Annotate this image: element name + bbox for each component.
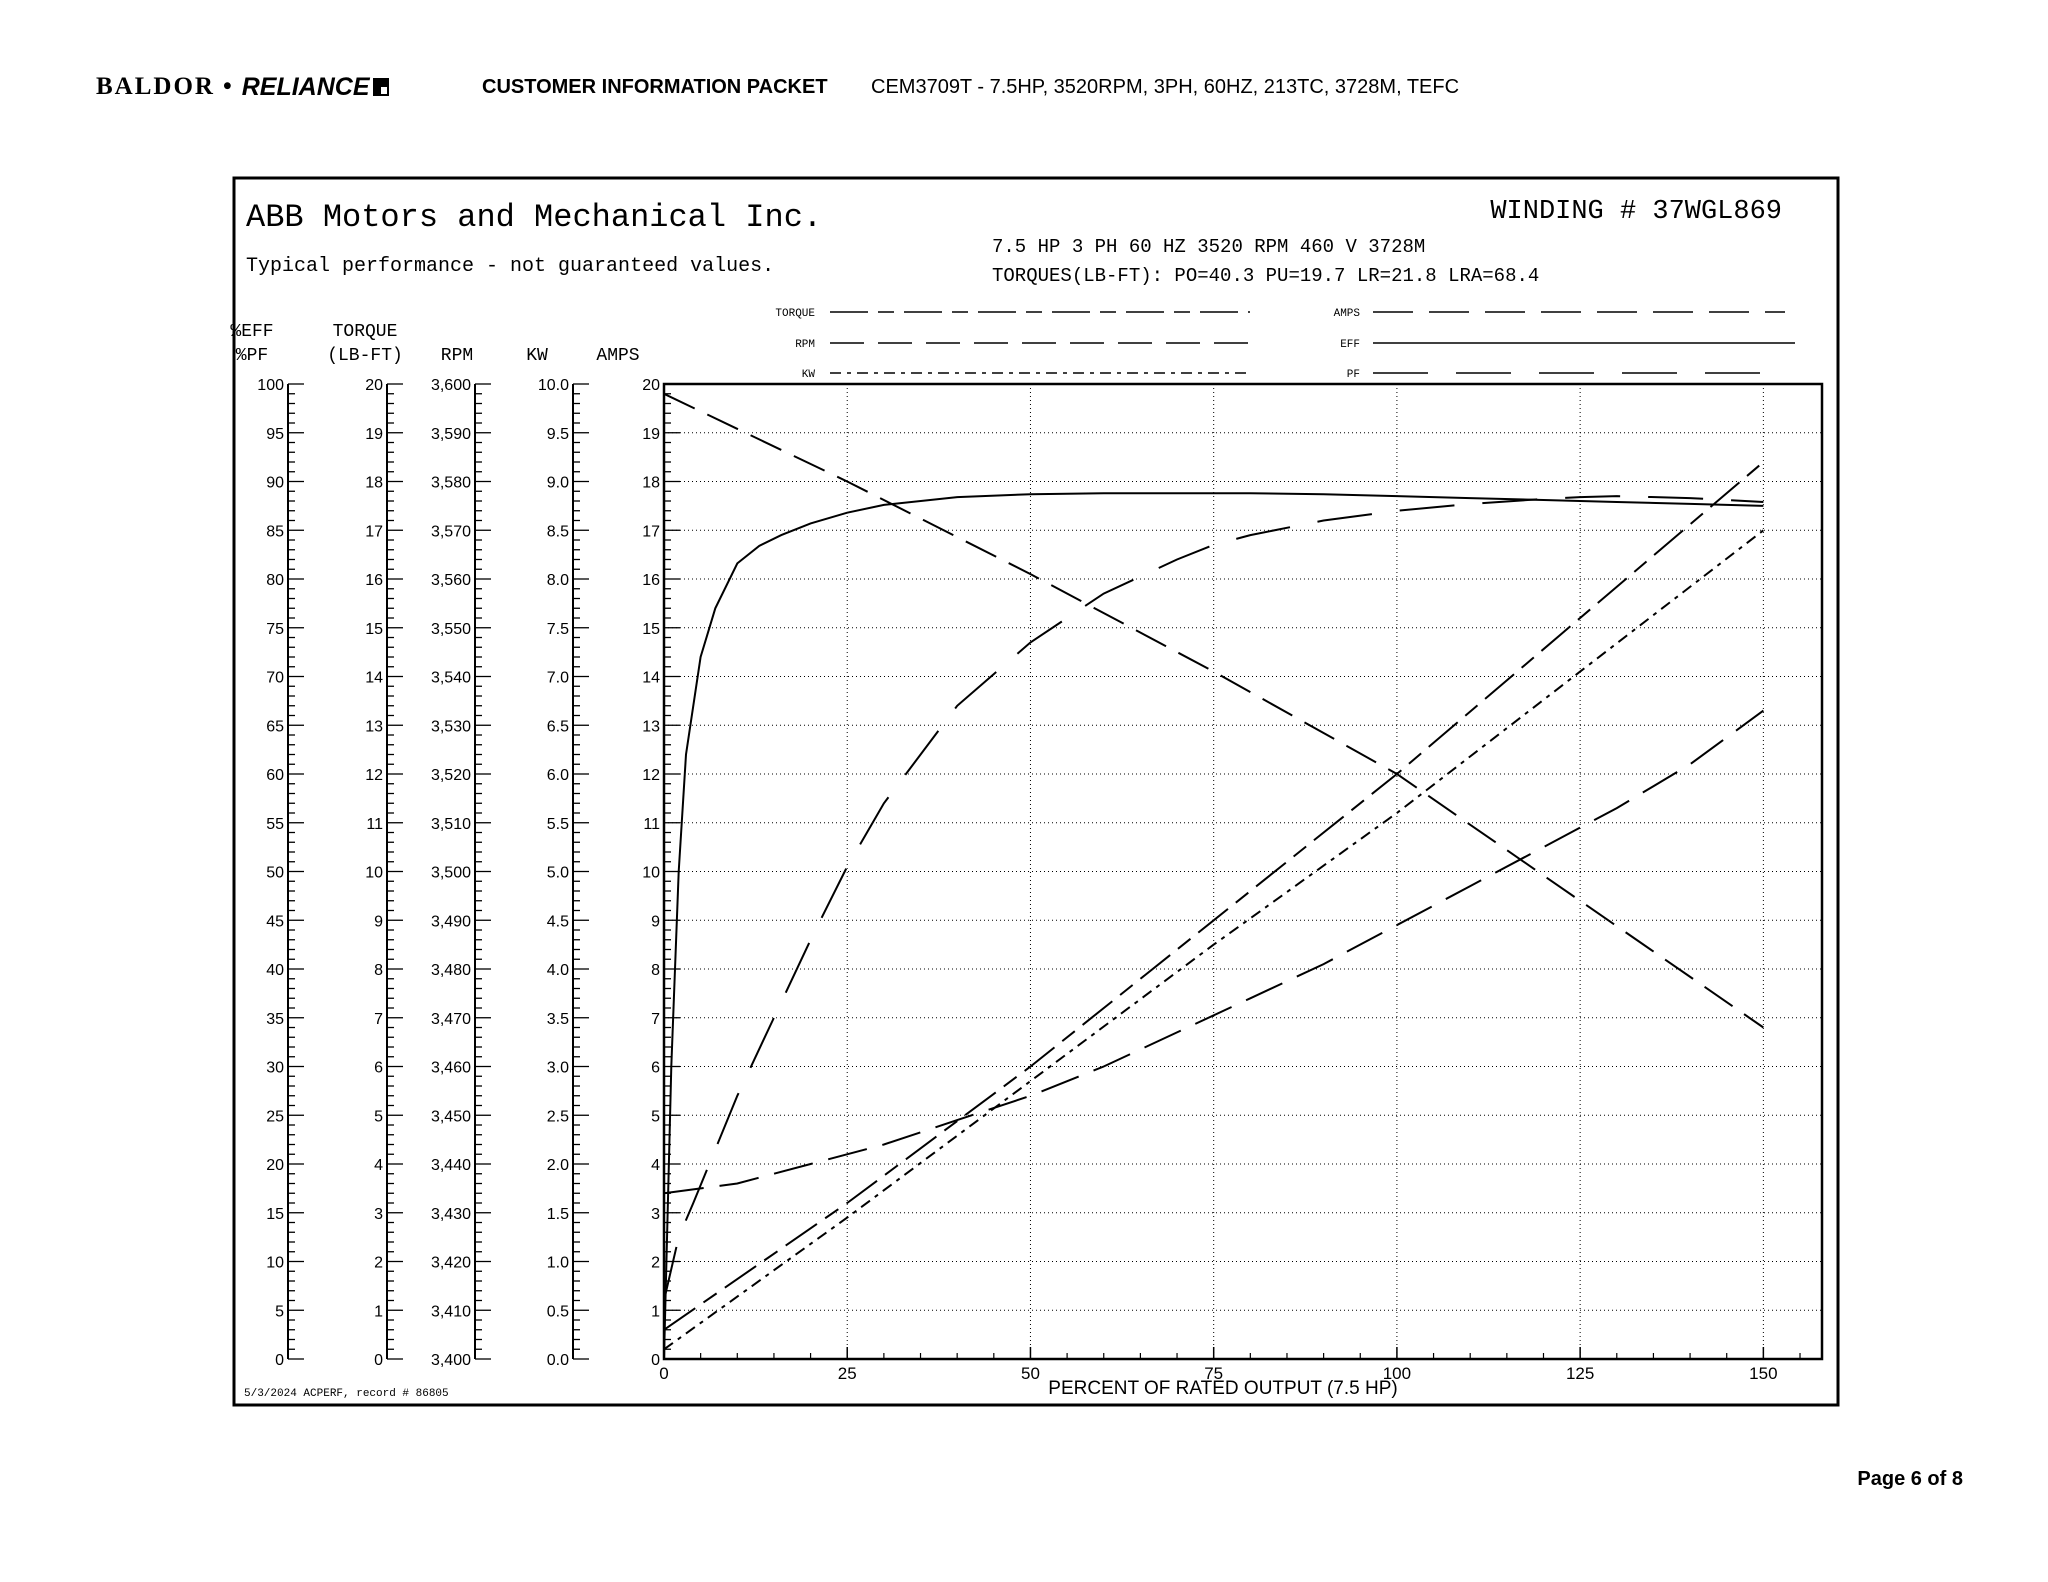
axis-tick-label-eff-pf: 20 <box>266 1157 284 1174</box>
axis-tick-label-torque: 16 <box>365 572 383 589</box>
legend-label-eff: EFF <box>1340 339 1360 351</box>
axis-tick-label-torque: 7 <box>374 1010 383 1028</box>
axis-tick-label-kw: 4.0 <box>546 962 569 979</box>
axis-tick-label-rpm: 3,470 <box>430 1010 471 1028</box>
x-tick-label: 75 <box>1204 1364 1224 1383</box>
axis-header-top-torque: TORQUE <box>332 322 398 342</box>
axis-tick-label-rpm: 3,430 <box>430 1205 471 1223</box>
axis-tick-label-torque: 11 <box>366 815 383 833</box>
x-tick-label: 125 <box>1565 1364 1595 1383</box>
winding-number: WINDING # 37WGL869 <box>1490 197 1782 227</box>
axis-tick-label-eff-pf: 95 <box>266 425 284 443</box>
x-tick-label: 50 <box>1020 1364 1040 1383</box>
axis-tick-label-kw: 6.5 <box>546 718 569 736</box>
axis-tick-label-rpm: 3,600 <box>430 377 471 394</box>
axis-tick-label-eff-pf: 90 <box>266 474 284 492</box>
brand-separator: • <box>222 73 234 100</box>
x-axis-label: PERCENT OF RATED OUTPUT (7.5 HP) <box>1048 1378 1398 1399</box>
axis-tick-label-eff-pf: 25 <box>266 1108 284 1126</box>
axis-tick-label-eff-pf: 55 <box>266 815 284 833</box>
company-name: ABB Motors and Mechanical Inc. <box>246 199 823 236</box>
axis-tick-label-torque: 4 <box>374 1157 383 1174</box>
axis-tick-label-amps: 9 <box>651 913 660 931</box>
x-tick-label: 150 <box>1749 1364 1778 1383</box>
brand-baldor: BALDOR <box>96 73 215 100</box>
axis-tick-label-torque: 15 <box>365 620 383 638</box>
axis-tick-label-kw: 9.5 <box>546 425 569 443</box>
axis-tick-label-amps: 3 <box>651 1205 660 1223</box>
axis-tick-label-kw: 9.0 <box>546 474 569 492</box>
axis-tick-label-amps: 20 <box>642 377 660 394</box>
axis-tick-label-rpm: 3,450 <box>430 1108 471 1126</box>
axis-tick-label-rpm: 3,530 <box>430 718 471 736</box>
axis-tick-label-rpm: 3,500 <box>430 864 471 882</box>
axis-tick-label-amps: 15 <box>642 620 660 638</box>
brand-reliance: RELIANCE <box>241 72 370 101</box>
axis-tick-label-amps: 19 <box>642 425 660 443</box>
axis-tick-label-kw: 4.5 <box>546 913 569 931</box>
axis-header-rpm: RPM <box>440 346 474 366</box>
axis-tick-label-eff-pf: 80 <box>266 572 284 589</box>
axis-tick-label-kw: 8.0 <box>546 572 569 589</box>
axis-tick-label-eff-pf: 65 <box>266 718 284 736</box>
torque-values: TORQUES(LB-FT): PO=40.3 PU=19.7 LR=21.8 LRA=68.4 <box>992 265 1540 287</box>
series-line-eff <box>664 493 1763 1359</box>
axis-header-amps: AMPS <box>596 346 640 366</box>
legend-label-kw: KW <box>801 369 815 381</box>
axis-tick-label-torque: 0 <box>374 1352 383 1369</box>
axis-tick-label-rpm: 3,490 <box>430 913 471 931</box>
axis-tick-label-rpm: 3,550 <box>430 620 471 638</box>
axis-header-top-eff-pf: %EFF <box>230 322 274 342</box>
rating-line: 7.5 HP 3 PH 60 HZ 3520 RPM 460 V 3728M <box>992 236 1426 258</box>
axis-tick-label-amps: 11 <box>643 815 660 833</box>
axis-tick-label-kw: 2.0 <box>546 1157 569 1174</box>
axis-tick-label-kw: 5.0 <box>546 864 569 882</box>
axis-tick-label-kw: 3.5 <box>546 1010 569 1028</box>
axis-tick-label-amps: 0 <box>651 1352 660 1369</box>
axis-tick-label-eff-pf: 30 <box>266 1059 284 1077</box>
axis-tick-label-amps: 18 <box>642 474 660 492</box>
axis-tick-label-eff-pf: 50 <box>266 864 284 882</box>
axis-tick-label-eff-pf: 40 <box>266 962 284 979</box>
x-tick-label: 0 <box>659 1364 669 1383</box>
axis-tick-label-rpm: 3,400 <box>430 1352 471 1369</box>
axis-tick-label-kw: 2.5 <box>546 1108 569 1126</box>
axis-tick-label-eff-pf: 75 <box>266 620 284 638</box>
axis-tick-label-amps: 14 <box>642 669 660 687</box>
axis-tick-label-rpm: 3,580 <box>430 474 471 492</box>
axis-tick-label-torque: 5 <box>374 1108 383 1126</box>
axis-tick-label-kw: 10.0 <box>537 377 569 394</box>
axis-tick-label-torque: 17 <box>365 523 383 541</box>
axis-tick-label-amps: 16 <box>642 572 660 589</box>
axis-tick-label-kw: 1.5 <box>546 1205 569 1223</box>
axis-tick-label-eff-pf: 15 <box>266 1205 284 1223</box>
axis-tick-label-torque: 9 <box>374 913 383 931</box>
axis-tick-label-kw: 6.0 <box>546 767 569 784</box>
model-description: CEM3709T - 7.5HP, 3520RPM, 3PH, 60HZ, 213TC, 3728M, TEFC <box>871 75 1460 98</box>
axis-tick-label-torque: 2 <box>374 1254 383 1272</box>
axis-tick-label-amps: 17 <box>642 523 660 541</box>
axis-tick-label-eff-pf: 35 <box>266 1010 284 1028</box>
axis-tick-label-kw: 7.5 <box>546 620 569 638</box>
axis-tick-label-torque: 1 <box>374 1303 383 1321</box>
axis-tick-label-rpm: 3,570 <box>430 523 471 541</box>
x-tick-label: 100 <box>1382 1364 1412 1383</box>
axis-tick-label-eff-pf: 70 <box>266 669 284 687</box>
legend-label-pf: PF <box>1346 369 1360 381</box>
axis-tick-label-kw: 7.0 <box>546 669 569 687</box>
axis-tick-label-eff-pf: 45 <box>266 913 284 931</box>
axis-tick-label-amps: 4 <box>651 1157 660 1174</box>
axis-tick-label-amps: 1 <box>651 1303 660 1321</box>
axis-tick-label-rpm: 3,420 <box>430 1254 471 1272</box>
axis-tick-label-rpm: 3,520 <box>430 767 471 784</box>
axis-tick-label-eff-pf: 60 <box>266 767 284 784</box>
axis-tick-label-amps: 5 <box>651 1108 660 1126</box>
axis-tick-label-eff-pf: 100 <box>257 377 284 394</box>
legend-label-rpm: RPM <box>795 339 815 351</box>
axis-tick-label-rpm: 3,540 <box>430 669 471 687</box>
axis-tick-label-eff-pf: 85 <box>266 523 284 541</box>
axis-tick-label-torque: 10 <box>365 864 383 882</box>
chart-subtitle: Typical performance - not guaranteed values. <box>246 255 775 278</box>
axis-tick-label-torque: 14 <box>365 669 383 687</box>
page-number: Page 6 of 8 <box>1857 1468 1963 1490</box>
legend-label-torque: TORQUE <box>775 308 815 320</box>
series-line-kw <box>664 530 1763 1349</box>
axis-tick-label-torque: 12 <box>365 767 383 784</box>
axis-tick-label-rpm: 3,460 <box>430 1059 471 1077</box>
packet-title: CUSTOMER INFORMATION PACKET <box>482 75 828 98</box>
axis-tick-label-kw: 0.5 <box>546 1303 569 1321</box>
axis-tick-label-kw: 1.0 <box>546 1254 569 1272</box>
axis-tick-label-torque: 18 <box>365 474 383 492</box>
axis-tick-label-kw: 3.0 <box>546 1059 569 1077</box>
axis-tick-label-eff-pf: 5 <box>275 1303 284 1321</box>
axis-tick-label-torque: 3 <box>374 1205 383 1223</box>
axis-tick-label-torque: 6 <box>374 1059 383 1077</box>
axis-tick-label-amps: 2 <box>651 1254 660 1272</box>
legend-label-amps: AMPS <box>1333 308 1360 320</box>
axis-tick-label-rpm: 3,480 <box>430 962 471 979</box>
axis-tick-label-rpm: 3,560 <box>430 572 471 589</box>
axis-tick-label-rpm: 3,410 <box>430 1303 471 1321</box>
axis-tick-label-kw: 8.5 <box>546 523 569 541</box>
axis-tick-label-amps: 13 <box>642 718 660 736</box>
axis-tick-label-rpm: 3,440 <box>430 1157 471 1174</box>
axis-header-eff-pf: %PF <box>235 346 269 366</box>
axis-tick-label-amps: 10 <box>642 864 660 882</box>
record-label: 5/3/2024 ACPERF, record # 86805 <box>244 1388 449 1400</box>
axis-tick-label-amps: 7 <box>651 1010 660 1028</box>
axis-tick-label-torque: 20 <box>365 377 383 394</box>
axis-tick-label-eff-pf: 0 <box>275 1352 284 1369</box>
axis-tick-label-torque: 13 <box>365 718 383 736</box>
axis-header-kw: KW <box>526 346 548 366</box>
axis-tick-label-amps: 8 <box>651 962 660 979</box>
axis-tick-label-torque: 8 <box>374 962 383 979</box>
axis-tick-label-amps: 12 <box>642 767 660 784</box>
axis-header-torque: (LB-FT) <box>327 346 403 366</box>
axis-tick-label-rpm: 3,590 <box>430 425 471 443</box>
axis-tick-label-rpm: 3,510 <box>430 815 471 833</box>
axis-tick-label-amps: 6 <box>651 1059 660 1077</box>
axis-tick-label-kw: 0.0 <box>546 1352 569 1369</box>
axis-tick-label-kw: 5.5 <box>546 815 569 833</box>
axis-tick-label-eff-pf: 10 <box>266 1254 284 1272</box>
x-tick-label: 25 <box>837 1364 857 1383</box>
axis-tick-label-torque: 19 <box>365 425 383 443</box>
